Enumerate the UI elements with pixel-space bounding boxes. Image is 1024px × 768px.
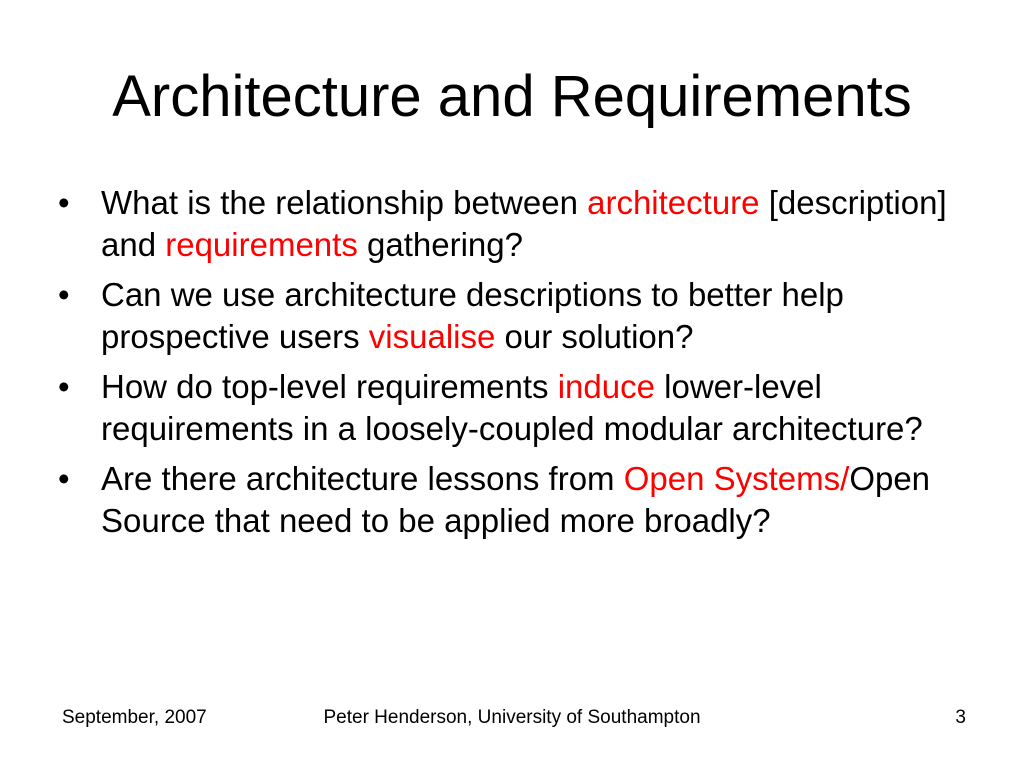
bullet-marker: • (58, 276, 70, 313)
highlighted-term: induce (557, 368, 655, 405)
footer-author: Peter Henderson, University of Southampton (323, 707, 701, 728)
bullet-marker: • (58, 368, 70, 405)
bullet-text-part: Can we use architecture descriptions to better help prospective users (101, 276, 844, 355)
highlighted-term: Open Systems/ (623, 460, 850, 497)
bullet-text-part: Are there architecture lessons from (101, 460, 624, 497)
footer-date: September, 2007 (62, 707, 207, 728)
bullet-item (58, 366, 958, 450)
bullet-text (101, 460, 930, 539)
slide-number: 3 (955, 707, 966, 728)
bullet-text-part: How do top-level requirements (101, 368, 558, 405)
bullet-text-part: lower-level requirements in a loosely-coupled modular architecture? (101, 368, 923, 447)
bullet-text-part: [description] and (101, 184, 947, 263)
slide-title: Architecture and Requirements (112, 64, 912, 129)
bullet-text (101, 276, 844, 355)
bullet-text (101, 184, 947, 263)
highlighted-term: requirements (165, 226, 358, 263)
bullet-text-part: our solution? (495, 318, 694, 355)
bullet-text (101, 368, 923, 447)
bullet-list (58, 182, 958, 550)
bullet-text-part: gathering? (357, 226, 523, 263)
highlighted-term: architecture (587, 184, 760, 221)
bullet-item (58, 458, 958, 542)
bullet-item (58, 274, 958, 358)
bullet-marker: • (58, 460, 70, 497)
bullet-marker: • (58, 184, 70, 221)
bullet-text-part: Open Source that need to be applied more broadly? (101, 460, 931, 539)
bullet-text-part: What is the relationship between (101, 184, 588, 221)
highlighted-term: visualise (368, 318, 496, 355)
bullet-item (58, 182, 958, 266)
